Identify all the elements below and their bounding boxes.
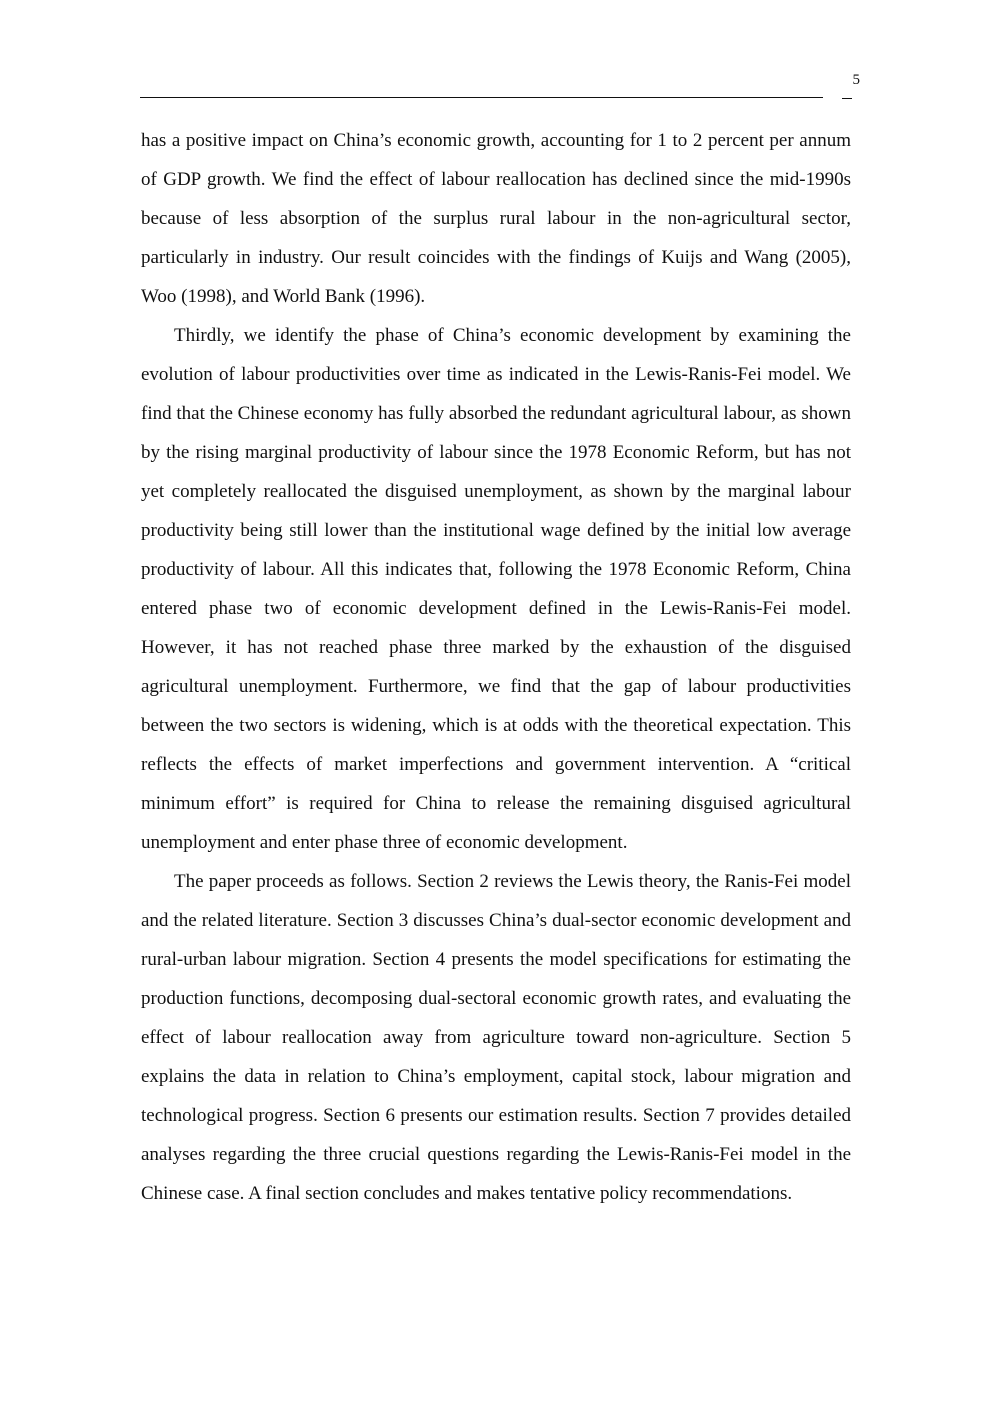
paragraph-continuation: has a positive impact on China’s economic growth, accounting for 1 to 2 percent per annum of GDP growth. We find the effect of labour reallocation has declined since the mid-1990s because of less absorption of the surplus rural labour in the non-agricultural sector, particularly in industry. Our result coincides with the findings of Kuijs and Wang (2005), Woo (1998), and World Bank (1996).: [141, 130, 851, 307]
header-rule: [140, 97, 823, 98]
header-dash: [842, 98, 852, 99]
paragraph-thirdly: Thirdly, we identify the phase of China’s economic development by examining the evolution of labour productivities over time as indicated in the Lewis-Ranis-Fei model. We find that the Chinese economy has fully absorbed the redundant agricultural labour, as shown by the rising marginal productivity of labour since the 1978 Economic Reform, but has not yet completely reallocated the disguised unemployment, as shown by the marginal labour productivity being still lower than the institutional wage defined by the initial low average productivity of labour. All this indicates that, following the 1978 Economic Reform, China entered phase two of economic development defined in the Lewis-Ranis-Fei model. However, it has not reached phase three marked by the exhaustion of the disguised agricultural unemployment. Furthermore, we find that the gap of labour productivities between the two sectors is widening, which is at odds with the theoretical expectation. This reflects the effects of market imperfections and government intervention. A “critical minimum effort” is required for China to release the remaining disguised agricultural unemployment and enter phase three of economic development.: [141, 325, 851, 853]
body-text: [141, 121, 851, 1213]
paragraph-paper-outline: The paper proceeds as follows. Section 2 reviews the Lewis theory, the Ranis-Fei model and the related literature. Section 3 discusses China’s dual-sector economic development and rural-urban labour migration. Section 4 presents the model specifications for estimating the production functions, decomposing dual-sectoral economic growth rates, and evaluating the effect of labour reallocation away from agriculture toward non-agriculture. Section 5 explains the data in relation to China’s employment, capital stock, labour migration and technological progress. Section 6 presents our estimation results. Section 7 provides detailed analyses regarding the three crucial questions regarding the Lewis-Ranis-Fei model in the Chinese case. A final section concludes and makes tentative policy recommendations.: [141, 871, 851, 1204]
page-number: 5: [852, 72, 860, 88]
